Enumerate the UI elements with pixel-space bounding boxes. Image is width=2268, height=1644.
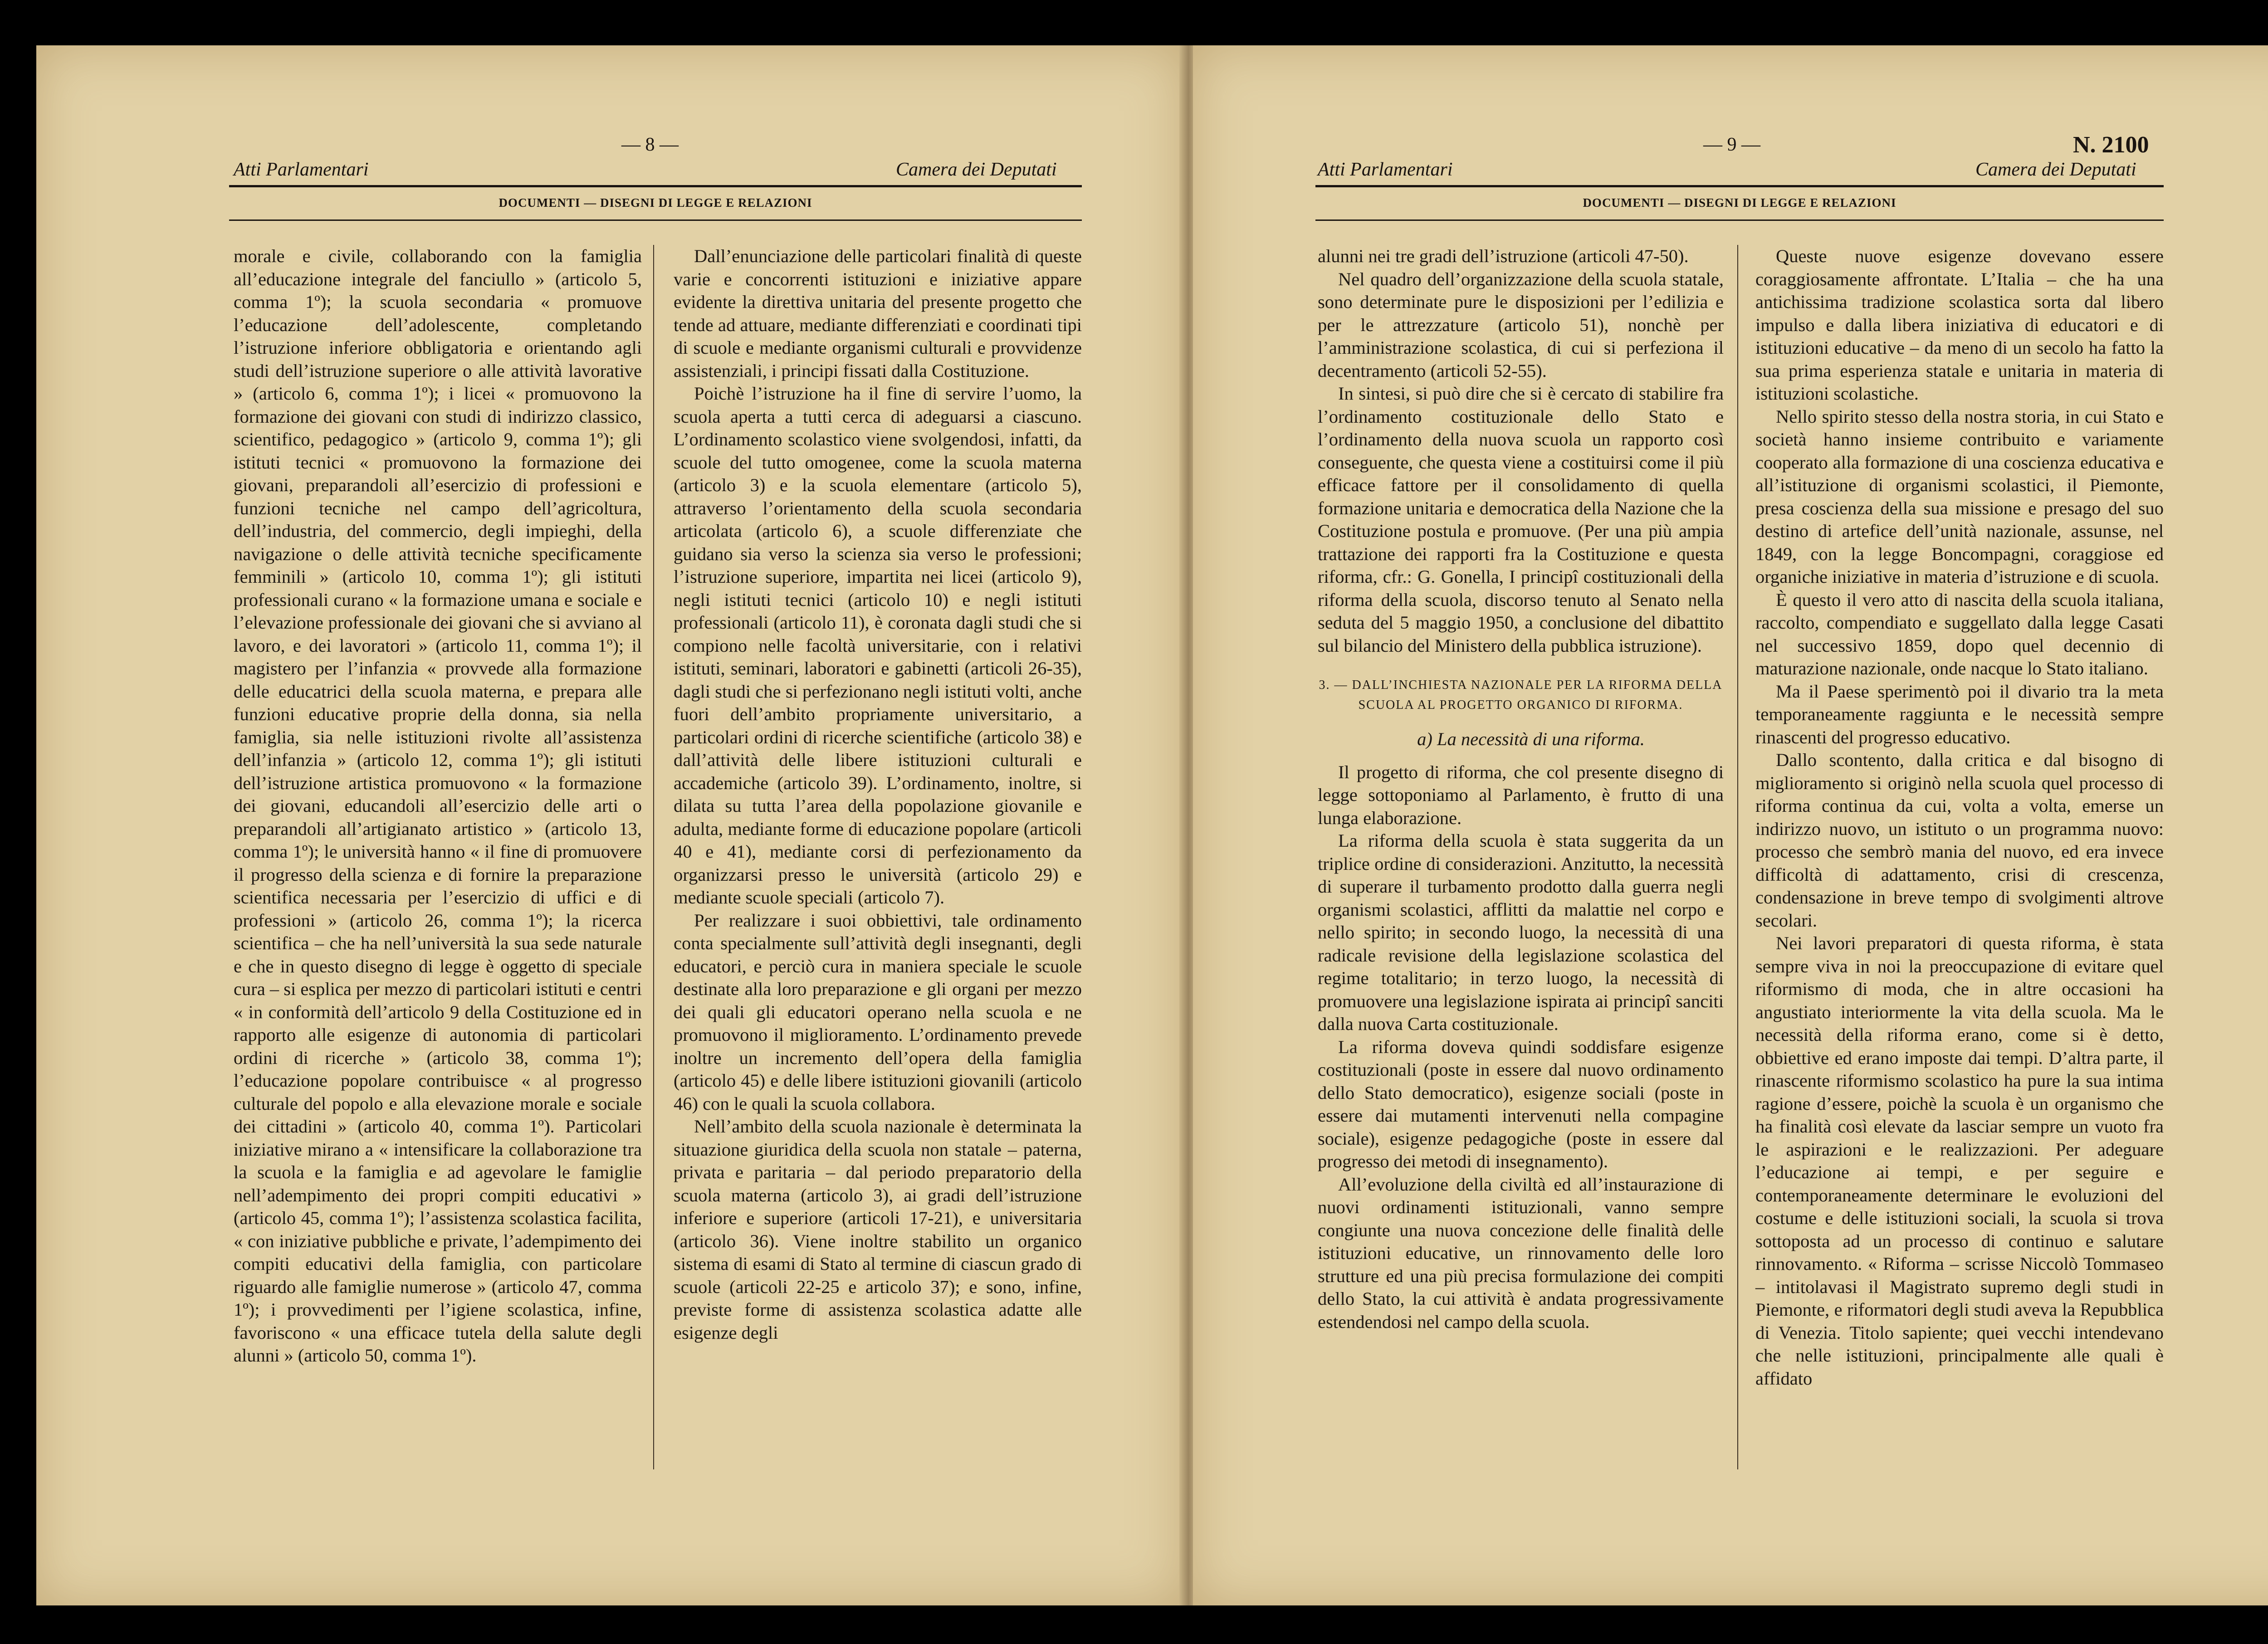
paragraph: alunni nei tre gradi dell’istruzione (articoli 47-50). — [1318, 246, 1689, 266]
section-heading: 3. — DALL’INCHIESTA NAZIONALE PER LA RIFORMA DELLA SCUOLA AL PROGETTO ORGANICO DI RIFORMA. — [1319, 678, 1723, 712]
paragraph: Ma il Paese sperimentò poi il divario tra la meta temporaneamente raggiunta e le necessità sempre rinascenti del progresso educativo. — [1755, 681, 2164, 747]
left-header-title: Atti Parlamentari — [234, 159, 369, 180]
paragraph: La riforma doveva quindi soddisfare esigenze costituzionali (poste in essere dal nuovo ordinamento dello Stato democratico), esigenze sociali (poste in essere dai mutamenti intervenuti nella compagine sociale), esigenze pedagogiche (poste in essere dal progresso dei metodi di insegnamento). — [1318, 1036, 1724, 1171]
paragraph: Per realizzare i suoi obbiettivi, tale ordinamento conta specialmente sull’attività degli insegnanti, degli educatori, e perciò cura in maniera speciale le scuole destinate alla loro preparazione e gli organi per mezzo dei quali gli educatori operano nella scuola e ne promuovono il miglioramento. L’ordinamento prevede inoltre un incremento dell’opera della famiglia (articolo 45) e delle libere istituzioni giovanili (articolo 46) con le quali la scuola collabora. — [674, 910, 1082, 1114]
left-column-2 — [674, 245, 1082, 1344]
paragraph: morale e civile, collaborando con la famiglia all’educazione integrale del fanciullo » (articolo 5, comma 1º); la scuola secondaria « promuove l’educazione dell’adolescente, completando l’istruzione inferiore obbligatoria e orientando agli studi dell’istruzione superiore o alle attività lavorative » (articolo 6, comma 1º); i licei « promuovono la formazione dei giovani con studi di indirizzo classico, scientifico, pedagogico » (articolo 9, comma 1º); gli istituti tecnici « promuovono la formazione dei giovani, preparandoli all’esercizio di professioni e funzioni tecniche nel campo dell’agricoltura, dell’industria, del commercio, degli impieghi, della navigazione o delle attività tecniche specificamente femminili » (articolo 10, comma 1º); gli istituti professionali curano « la formazione umana e sociale e l’elevazione professionale dei giovani che si avviano al lavoro, e dei lavoratori » (articolo 11, comma 1º); il magistero per l’infanzia « provvede alla formazione delle educatrici della scuola materna, e prepara alle funzioni educative proprie della donna, sia nella famiglia, sia nelle istituzioni rivolte all’assistenza dell’infanzia » (articolo 12, comma 1º); gli istituti dell’istruzione artistica promuovono « la formazione dei giovani, educandoli all’esercizio delle arti o preparandoli all’artigianato artistico » (articolo 13, comma 1º); le università hanno « il fine di promuovere il progresso della scienza e di fornire la preparazione scientifica necessaria per l’esercizio di uffici e di professioni » (articolo 26, comma 1º); la ricerca scientifica – che ha nell’università la sua sede naturale e che in questo disegno di legge è oggetto di speciale cura – si esplica per mezzo di particolari istituti e centri « in conformità dell’articolo 9 della Costituzione ed in rapporto alle esigenze di autonomia di particolari ordini di ricerche » (articolo 38, comma 1º); l’educazione popolare contribuisce « al progresso culturale del popolo e alla elevazione morale e sociale dei cittadini » (articolo 40, comma 1º). Particolari iniziative mirano a « intensificare la collaborazione tra la scuola e la famiglia e ad agevolare le famiglie nell’adempimento dei propri compiti educativi » (articolo 45, comma 1º); l’assistenza scolastica facilita, « con iniziative pubbliche e private, l’adempimento dei compiti educativi della famiglia, con particolare riguardo alle famiglie numerose » (articolo 47, comma 1º); i provvedimenti per l’igiene scolastica, infine, favoriscono « una efficace tutela della salute degli alunni » (articolo 50, comma 1º). — [234, 246, 642, 1366]
left-doc-rule — [229, 220, 1082, 221]
paragraph: Nello spirito stesso della nostra storia, in cui Stato e società hanno insieme contribuito e variamente cooperato alla formazione di una coscienza educativa e all’istituzione di organismi scolastici, il Piemonte, presa coscienza della sua missione e presago del suo destino di artefice dell’unità nazionale, assunse, nel 1849, con la legge Boncompagni, coraggiose ed organiche iniziative in materia d’istruzione e di scuola. — [1755, 406, 2164, 587]
right-header-rule — [1315, 185, 2164, 187]
paragraph: La riforma della scuola è stata suggerita da un triplice ordine di considerazioni. Anzitutto, la necessità di superare il turbamento prodotto dalla guerra negli organismi scolastici, afflitti da malattie nel corpo e nello spirito; in secondo luogo, la necessità di una radicale revisione della legislazione scolastica del regime totalitario; in terzo luogo, la necessità di promuovere una legislazione ispirata ai principî sanciti dalla nuova Carta costituzionale. — [1318, 830, 1724, 1034]
paragraph: Dall’enunciazione delle particolari finalità di queste varie e concorrenti istituzioni e iniziative appare evidente la direttiva unitaria del presente progetto che tende ad attuare, mediante differenziati e coordinati tipi di scuole e mediante organismi culturali e provvidenze assistenziali, i principi fissati dalla Costituzione. — [674, 246, 1082, 381]
paragraph: Poichè l’istruzione ha il fine di servire l’uomo, la scuola aperta a tutti cerca di adeguarsi a ciascuno. L’ordinamento scolastico viene svolgendosi, infatti, da scuole del tutto omogenee, come la scuola materna (articolo 3) e la scuola elementare (articolo 5), attraverso l’orientamento della scuola secondaria articolata (articolo 6), a scuole differenziate che guidano sia verso la scienza sia verso le professioni; l’istruzione superiore, impartita nei licei (articolo 9), negli istituti tecnici (articolo 10) e negli istituti professionali (articolo 11), è coronata dagli studi che si compiono nelle facoltà universitarie, con i relativi istituti, seminari, laboratori e gabinetti (articoli 26-35), dagli studi che si perfezionano negli istituti volti, anche fuori dell’ambito propriamente universitario, a particolari ordini di ricerche scientifiche (articolo 38) e dall’attività delle libere istituzioni culturali e accademiche (articolo 39). L’ordinamento, inoltre, si dilata su tutta l’area della popolazione giovanile e adulta, mediante forme di educazione popolare (articoli 40 e 41), mediante corsi di perfezionamento da organizzarsi presso le università (articolo 29) e mediante scuole speciali (articolo 7). — [674, 383, 1082, 907]
paragraph: Queste nuove esigenze dovevano essere coraggiosamente affrontate. L’Italia – che ha una antichissima tradizione scolastica sorta dal libero impulso e dalla libera iniziativa di educatori e di istituzioni educative – da meno di un secolo ha fatto la sua prima esperienza statale e unitaria in materia di istituzioni scolastiche. — [1755, 246, 2164, 404]
left-header-rule — [229, 185, 1082, 187]
right-doc-rule — [1315, 220, 2164, 221]
paragraph: All’evoluzione della civiltà ed all’instaurazione di nuovi ordinamenti istituzionali, vanno sempre congiunte una nuova concezione delle finalità delle istituzioni educative, un rinnovamento delle loro strutture ed una più precisa formulazione dei compiti dello Stato, la cui attività è andata progressivamente estendendosi nel campo della scuola. — [1318, 1174, 1724, 1332]
paragraph: In sintesi, si può dire che si è cercato di stabilire fra l’ordinamento costituzionale dello Stato e l’ordinamento della nuova scuola un rapporto così conseguente, che questa viene a costituirsi come il più efficace fattore per il consolidamento di quella formazione unitaria e democratica della Nazione che la Costituzione postula e promuove. (Per una più ampia trattazione dei rapporti fra la Costituzione e questa riforma, cfr.: G. Gonella, I principî costituzionali della riforma della scuola, discorso tenuto al Senato nella seduta del 5 maggio 1950, a conclusione del dibattito sul bilancio del Ministero della pubblica istruzione). — [1318, 383, 1724, 656]
left-column-1 — [234, 245, 642, 1367]
right-doc-number: N. 2100 — [2073, 132, 2149, 158]
right-column-1 — [1318, 245, 1724, 1333]
paragraph: Dallo scontento, dalla critica e dal bisogno di miglioramento si originò nella scuola quel processo di riforma continua da cui, volta a volta, emerse un indirizzo nuovo, un istituto o un programma nuovo: processo che sembrò mania del nuovo, ed era invece difficoltà di adattamento, crisi di crescenza, condensazione in breve tempo di svolgimenti altrove secolari. — [1755, 750, 2164, 931]
right-page-number: — 9 — — [1703, 134, 1760, 155]
right-column-divider — [1737, 245, 1738, 1469]
left-page-number: — 8 — — [621, 134, 679, 155]
left-header-chamber: Camera dei Deputati — [896, 159, 1057, 180]
paragraph: Nei lavori preparatori di questa riforma, è stata sempre viva in noi la preoccupazione di evitare quel riformismo di moda, che in altre occasioni ha angustiato interiormente la vita della scuola. Ma le necessità della riforma erano, come si è detto, obbiettive ed erano imposte dai tempi. D’altra parte, il rinascente riformismo scolastico ha pure la sua intima ragione d’essere, poichè la scuola è un organismo che ha finalità così elevate da lasciar sempre un vuoto fra le aspirazioni e le realizzazioni. Per adeguare l’educazione ai tempi, e per seguire e contemporaneamente determinare le evoluzioni del costume e delle istituzioni sociali, la scuola si trova sottoposta ad un processo di continuo e salutare rinnovamento. « Riforma – scrisse Niccolò Tommaseo – intitolavasi il Magistrato supremo degli studi in Piemonte, e riformatori degli studi aveva la Repubblica di Venezia. Titolo sapiente; quei vecchi intendevano che nelle istituzioni, principalmente alle quali è affidato — [1755, 933, 2164, 1389]
paragraph: Nell’ambito della scuola nazionale è determinata la situazione giuridica della scuola non statale – paterna, privata e paritaria – dal periodo preparatorio della scuola materna (articolo 3), ai gradi dell’istruzione inferiore e superiore (articoli 17-21), e universitaria (articolo 36). Viene inoltre stabilito un organico sistema di esami di Stato al termine di ciascun grado di scuole (articoli 22-25 e articolo 37); e sono, infine, previste forme di assistenza scolastica adatte alle esigenze degli — [674, 1116, 1082, 1343]
paragraph: È questo il vero atto di nascita della scuola italiana, raccolto, compendiato e suggellato dalla legge Casati nel successivo 1859, dopo quel decennio di maturazione nazionale, onde nacque lo Stato italiano. — [1755, 589, 2164, 678]
left-doc-line: DOCUMENTI — DISEGNI DI LEGGE E RELAZIONI — [499, 196, 812, 210]
right-header-title: Atti Parlamentari — [1318, 159, 1453, 180]
paragraph: Il progetto di riforma, che col presente disegno di legge sottoponiamo al Parlamento, è frutto di una lunga elaborazione. — [1318, 761, 1724, 828]
right-column-2 — [1755, 245, 2164, 1390]
right-doc-line: DOCUMENTI — DISEGNI DI LEGGE E RELAZIONI — [1583, 196, 1897, 210]
left-column-divider — [653, 245, 654, 1469]
paragraph: Nel quadro dell’organizzazione della scuola statale, sono determinate pure le disposizioni per l’edilizia e per le attrezzature (articolo 51), nonchè per l’amministrazione scolastica, di cui si perfeziona il decentramento (articoli 52-55). — [1318, 268, 1724, 381]
subsection-heading: a) La necessità di una riforma. — [1417, 729, 1645, 749]
right-header-chamber: Camera dei Deputati — [1975, 159, 2136, 180]
